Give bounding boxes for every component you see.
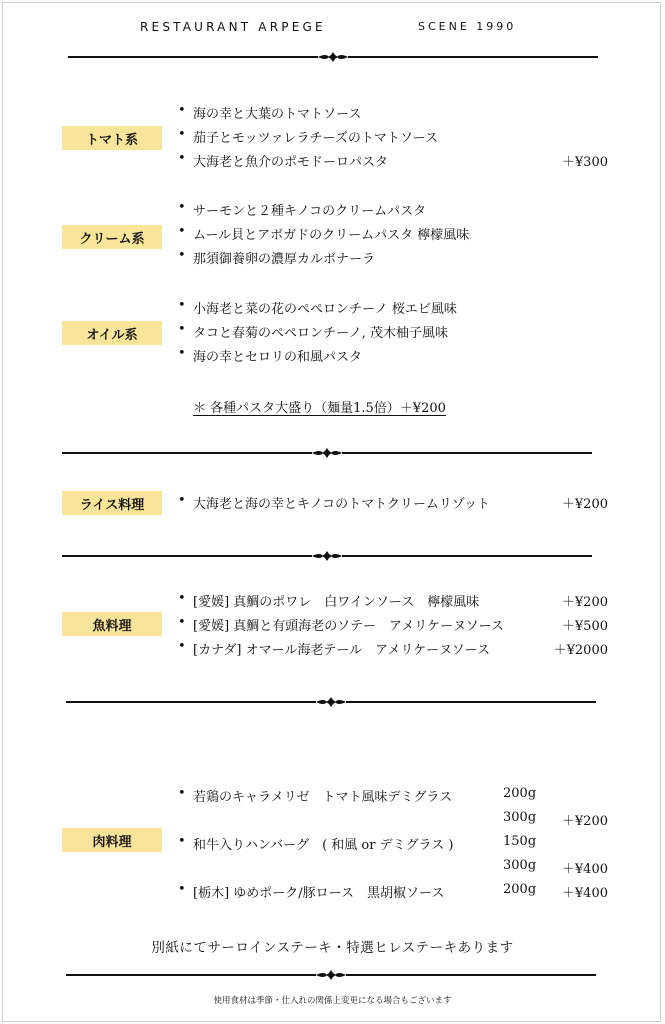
- ornament-divider: [66, 969, 596, 981]
- fleuron-icon: [318, 51, 348, 63]
- item-weight: 200g: [503, 882, 537, 897]
- item-price: ＋¥300: [561, 155, 608, 170]
- item-price: ＋¥2000: [553, 643, 608, 658]
- item-price: ＋¥400: [561, 886, 608, 901]
- bullet-icon: •: [178, 882, 186, 897]
- ornament-divider: [62, 550, 592, 562]
- fleuron-icon: [316, 969, 346, 981]
- menu-item: • 海の幸と大葉のトマトソース: [178, 103, 362, 122]
- item-price: ＋¥200: [561, 595, 608, 610]
- bullet-icon: •: [178, 834, 186, 849]
- menu-item-option: [178, 810, 608, 830]
- menu-item: • サーモンと２種キノコのクリームパスタ: [178, 200, 427, 219]
- menu-item: • 茄子とモッツァレラチーズのトマトソース: [178, 127, 439, 146]
- steak-note: 別紙にてサーロインステーキ・特選ヒレステーキあります: [151, 940, 514, 956]
- bullet-icon: •: [178, 615, 186, 630]
- ornament-divider: [66, 696, 596, 708]
- bullet-icon: •: [178, 639, 186, 654]
- bullet-icon: •: [178, 493, 186, 508]
- item-price: ＋¥500: [561, 619, 608, 634]
- scene-title: SCENE 1990: [418, 20, 517, 33]
- menu-item: • 若鶏のキャラメリゼ トマト風味デミグラス 200g: [178, 786, 537, 805]
- menu-item: • [愛媛] 真鯛と有頭海老のソテー アメリケーヌソース ＋¥500: [178, 615, 608, 634]
- item-price: ＋¥200: [561, 814, 608, 829]
- header: [0, 20, 665, 40]
- bullet-icon: •: [178, 346, 186, 361]
- bullet-icon: •: [178, 224, 186, 239]
- menu-item: • 那須御養卵の濃厚カルボナーラ: [178, 248, 376, 267]
- item-price: ＋¥400: [561, 862, 608, 877]
- category-label-rice: ライス料理: [62, 491, 162, 515]
- category-label-tomato: トマト系: [62, 126, 162, 150]
- ornament-divider: [62, 447, 592, 459]
- menu-item: • [愛媛] 真鯛のポワレ 白ワインソース 檸檬風味 ＋¥200: [178, 591, 608, 610]
- category-label-meat: 肉料理: [62, 828, 162, 852]
- bullet-icon: •: [178, 248, 186, 263]
- item-weight: 200g: [503, 786, 537, 801]
- ornament-divider: [68, 51, 598, 63]
- category-label-cream: クリーム系: [62, 225, 162, 249]
- menu-item: • 海の幸とセロリの和風パスタ: [178, 346, 363, 365]
- menu-item: • [栃木] ゆめポーク/豚ロース 黒胡椒ソース 200g ＋¥400: [178, 882, 608, 901]
- menu-item: • 大海老と海の幸とキノコのトマトクリームリゾット ＋¥200: [178, 493, 608, 512]
- menu-item: • 和牛入りハンバーグ ( 和風 or デミグラス ) 150g: [178, 834, 537, 853]
- menu-item: • タコと春菊のペペロンチーノ, 茂木柚子風味: [178, 322, 449, 341]
- bullet-icon: •: [178, 591, 186, 606]
- fleuron-icon: [312, 550, 342, 562]
- bullet-icon: •: [178, 127, 186, 142]
- menu-item: • 大海老と魚介のポモドーロパスタ ＋¥300: [178, 151, 608, 170]
- bullet-icon: •: [178, 200, 186, 215]
- menu-item: • ムール貝とアボガドのクリームパスタ 檸檬風味: [178, 224, 470, 243]
- fleuron-icon: [316, 696, 346, 708]
- category-label-oil: オイル系: [62, 321, 162, 345]
- fleuron-icon: [312, 447, 342, 459]
- item-price: ＋¥200: [561, 497, 608, 512]
- menu-item: • [カナダ] オマール海老テール アメリケーヌソース ＋¥2000: [178, 639, 608, 658]
- menu-item-option: [178, 858, 608, 878]
- footnote: 使用食材は季節・仕入れの関係上変更になる場合もございます: [213, 996, 452, 1006]
- bullet-icon: •: [178, 786, 186, 801]
- category-label-fish: 魚料理: [62, 612, 162, 636]
- bullet-icon: •: [178, 322, 186, 337]
- restaurant-name: RESTAURANT ARPEGE: [140, 20, 326, 34]
- item-weight: 300g: [503, 858, 537, 873]
- bullet-icon: •: [178, 103, 186, 118]
- menu-item: • 小海老と菜の花のペペロンチーノ 桜エビ風味: [178, 298, 457, 317]
- bullet-icon: •: [178, 298, 186, 313]
- item-weight: 300g: [503, 810, 537, 825]
- pasta-large-note: ＊ 各種パスタ大盛り（麺量1.5倍）＋¥200: [193, 401, 446, 416]
- bullet-icon: •: [178, 151, 186, 166]
- item-weight: 150g: [503, 834, 537, 849]
